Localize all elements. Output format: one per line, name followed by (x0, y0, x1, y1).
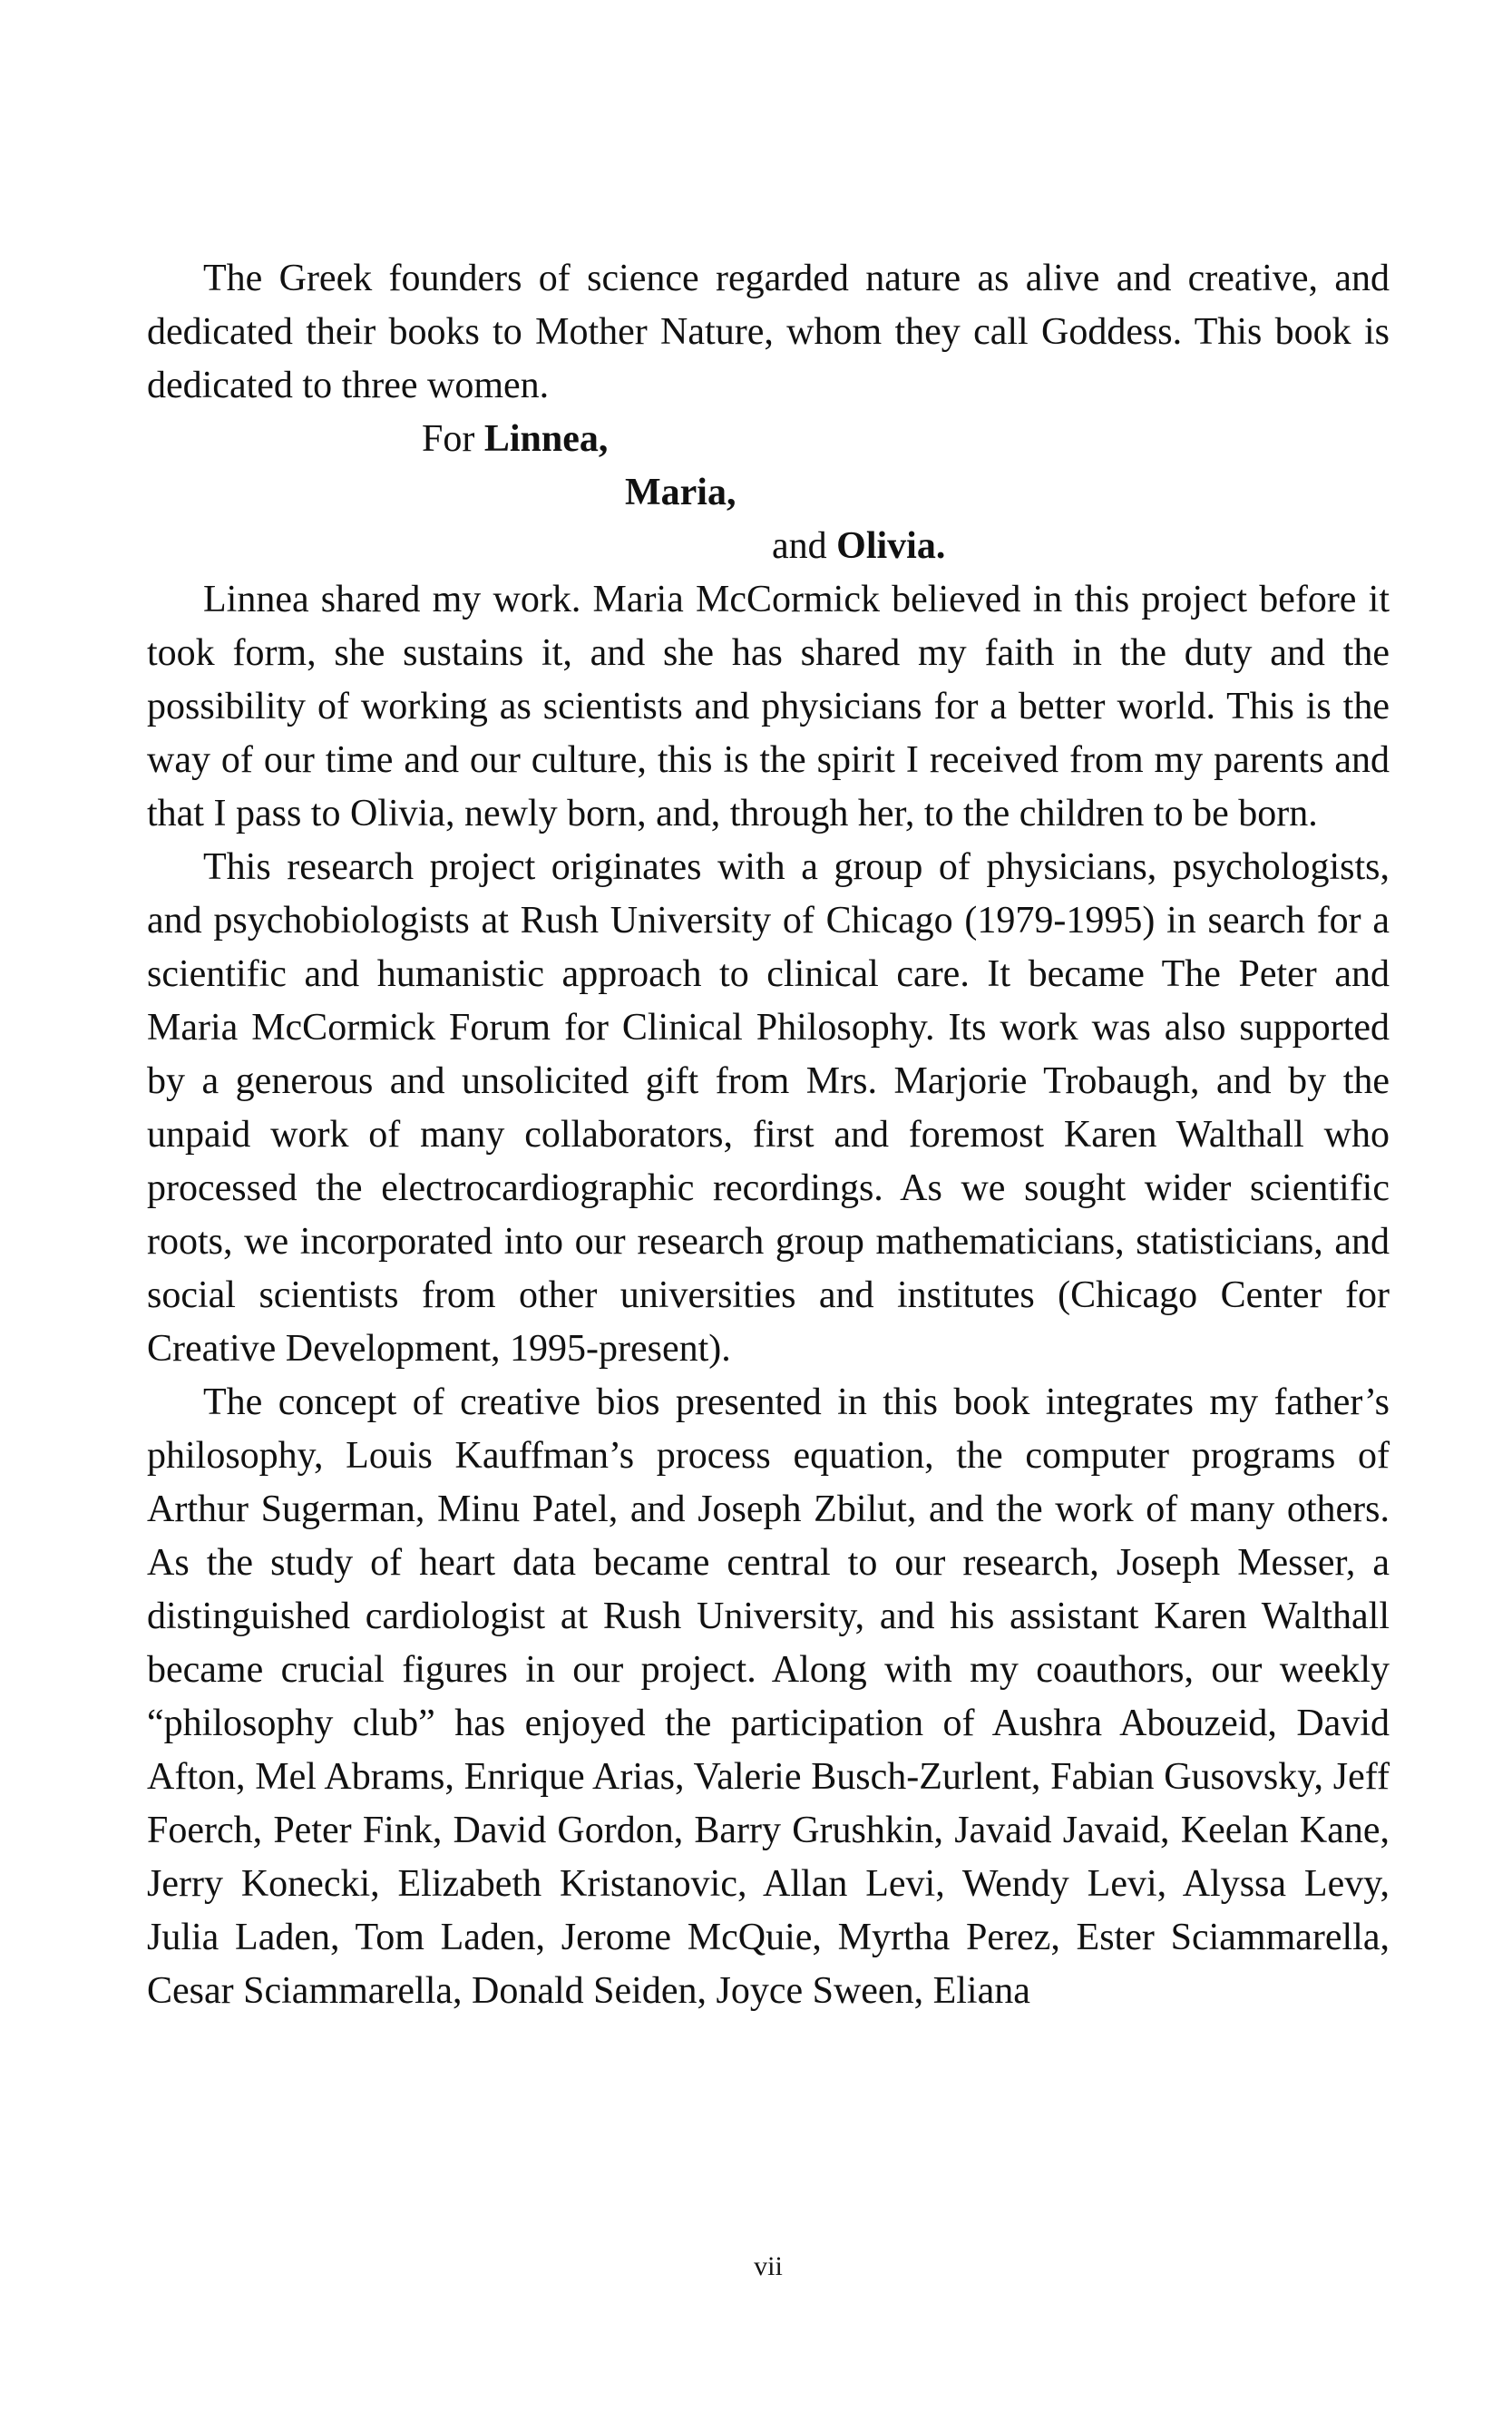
paragraph-research-project: This research project originates with a group of physicians, psychologists, and psychobiologists at Rush University of Chicago (1979-1995) in search for a scientific and humanistic approach to clinical care. It became The Peter and Maria McCormick Forum for Clinical Philosophy. Its work was also supported by a generous and unsolicited gift from Mrs. Marjorie Trobaugh, and by the unpaid work of many collaborators, first and foremost Karen Walthall who processed the electrocardiographic recordings. As we sought wider scientific roots, we incorporated into our research group mathematicians, statisticians, and social scientists from other universities and institutes (Chicago Center for Creative Development, 1995-present). (147, 846, 1390, 1370)
paragraph-linnea: Linnea shared my work. Maria McCormick believed in this project before it took form, she sustains it, and she has shared my faith in the duty and the possibility of working as scientists and physicians for a better world. This is the way of our time and our culture, this is the spirit I received from my parents and that I pass to Olivia, newly born, and, through her, to the children to be born. (147, 579, 1390, 834)
dedication-name-linnea: Linnea, (483, 418, 609, 460)
dedication-name-olivia: Olivia. (836, 525, 946, 567)
dedication-line-linnea (147, 413, 1390, 466)
dedication-line-olivia (147, 520, 1390, 573)
paragraph-creative-bios: The concept of creative bios presented in this book integrates my father’s philosophy, Louis Kauffman’s process equation, the computer programs of Arthur Sugerman, Minu Patel, and Joseph Zbilut, and the work of many others. As the study of heart data became central to our research, Joseph Messer, a distinguished cardiologist at Rush University, and his assistant Karen Walthall became crucial figures in our project. Along with my coauthors, our weekly “philosophy club” has enjoyed the participation of Aushra Abouzeid, David Afton, Mel Abrams, Enrique Arias, Valerie Busch-Zurlent, Fabian Gusovsky, Jeff Foerch, Peter Fink, David Gordon, Barry Grushkin, Javaid Javaid, Keelan Kane, Jerry Konecki, Elizabeth Kristanovic, Allan Levi, Wendy Levi, Alyssa Levy, Julia Laden, Tom Laden, Jerome McQuie, Myrtha Perez, Ester Sciammarella, Cesar Sciammarella, Donald Seiden, Joyce Sween, Eliana (147, 1381, 1390, 2012)
page-number: vii (754, 2251, 783, 2281)
book-page (147, 0, 1390, 2430)
dedication-line-maria (147, 466, 1390, 520)
dedication-prefix-for: For (422, 418, 484, 460)
dedication-name-maria: Maria, (625, 472, 736, 513)
dedication-prefix-and: and (772, 525, 837, 567)
body-text (147, 252, 1390, 2018)
dedication (147, 413, 1390, 573)
intro-paragraph: The Greek founders of science regarded nature as alive and creative, and dedicated their books to Mother Nature, whom they call Goddess. This book is dedicated to three women. (147, 258, 1390, 406)
